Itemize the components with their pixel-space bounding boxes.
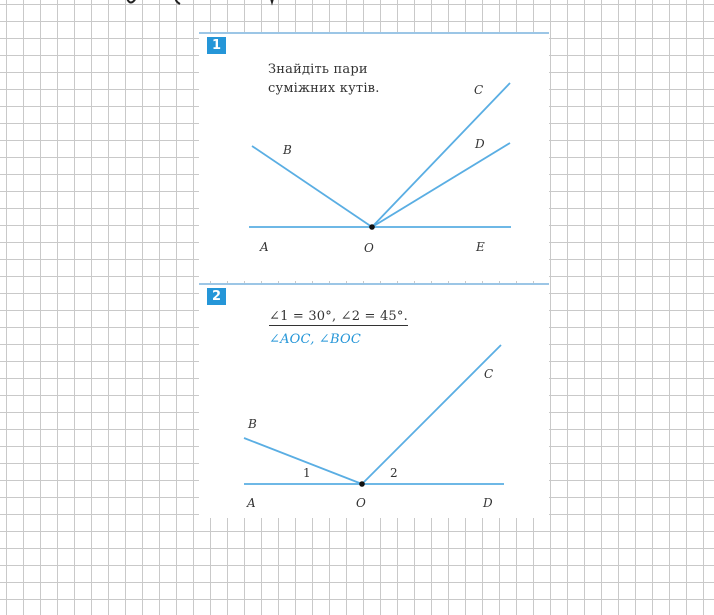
label-o: O	[364, 241, 374, 255]
label-d: D	[483, 496, 493, 510]
label-d: D	[475, 137, 485, 151]
label-e: E	[476, 240, 485, 254]
label-c: C	[484, 367, 494, 381]
handwriting-fragment	[118, 0, 558, 16]
task-1-figure	[199, 32, 549, 281]
task-2-figure	[199, 283, 549, 518]
task-1-prompt-line-2: суміжних кутів.	[268, 81, 380, 96]
point-o	[369, 224, 375, 230]
task-2-given: ∠1 = 30°, ∠2 = 45°.	[269, 309, 408, 324]
label-c: C	[474, 83, 484, 97]
task-2-answer: ∠AOC, ∠BOC	[269, 332, 361, 347]
task-2-number-badge: 2	[207, 288, 226, 305]
angle-1-label: 1	[303, 466, 311, 480]
task-1-card	[199, 32, 549, 281]
task-2-card	[199, 283, 549, 518]
ray-oc	[362, 345, 501, 484]
label-b: B	[283, 143, 292, 157]
ray-ob	[252, 146, 372, 227]
point-o	[359, 481, 365, 487]
task-1-prompt-line-1: Знайдіть пари	[268, 62, 368, 77]
label-b: B	[248, 417, 257, 431]
label-o: O	[356, 496, 366, 510]
label-a: A	[247, 496, 256, 510]
angle-2-label: 2	[390, 466, 398, 480]
label-a: A	[260, 240, 269, 254]
task-1-number-badge: 1	[207, 37, 226, 54]
